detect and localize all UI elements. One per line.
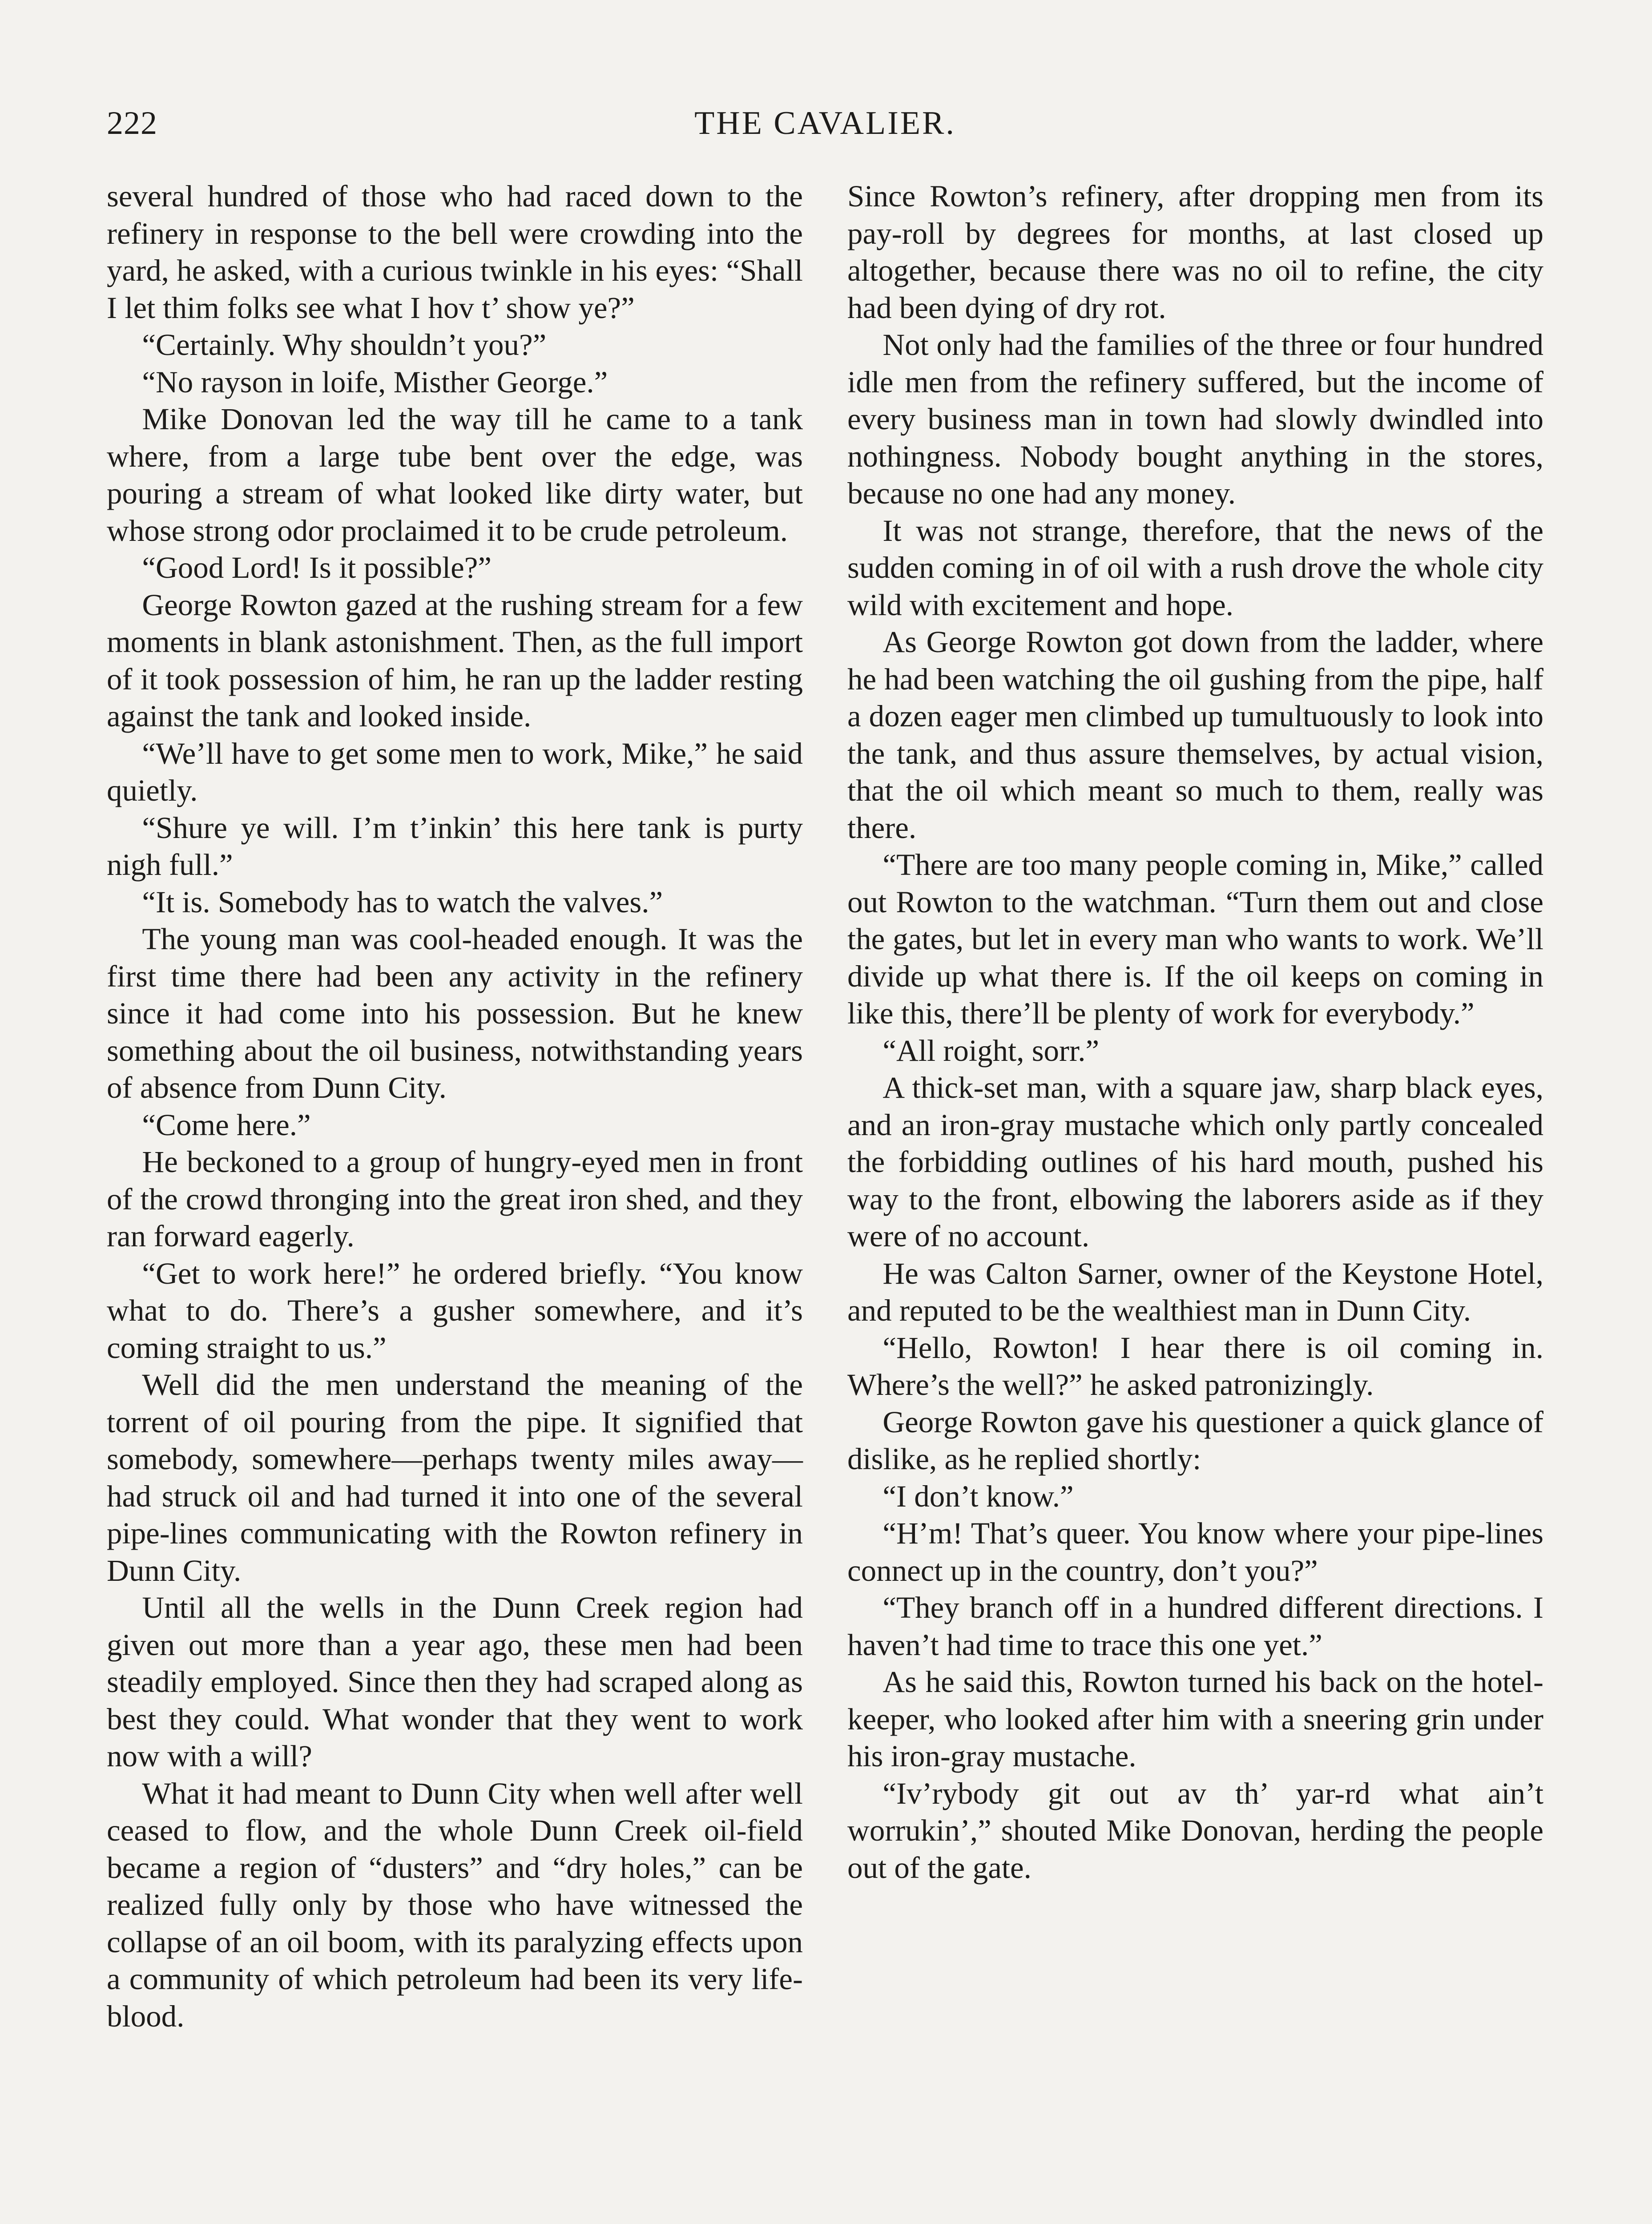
paragraph: “We’ll have to get some men to work, Mike,” he said quietly. [107,736,803,807]
left-column [107,178,803,2035]
paragraph: As George Rowton got down from the ladder, where he had been watching the oil gushing from the pipe, half a dozen eager men climbed up tumultuously to look into the tank, and thus assure themselves, by actual vision, that the oil which meant so much to them, really was there. [847,625,1543,845]
paragraph: He beckoned to a group of hungry-eyed men in front of the crowd thronging into the great iron shed, and they ran forward eagerly. [107,1145,803,1253]
paragraph: “All roight, sorr.” [882,1033,1100,1068]
paragraph: George Rowton gazed at the rushing stream for a few moments in blank astonishment. Then, as the full import of it took possession of him, he ran up the ladder resting against the tank and looked inside. [107,588,803,733]
paragraph: George Rowton gave his questioner a quick glance of dislike, as he replied shortly: [847,1405,1543,1476]
paragraph: “No rayson in loife, Misther George.” [142,365,608,399]
paragraph: Well did the men understand the meaning of the torrent of oil pouring from the pipe. It signified that somebody, somewhere—perhaps twenty miles away—had struck oil and had turned it into one of the several pipe-lines communicating with the Rowton refinery in Dunn City. [107,1368,803,1587]
running-title: THE CAVALIER. [694,105,956,141]
paragraph: Not only had the families of the three or four hundred idle men from the refinery suffered, but the income of every business man in town had slowly dwindled into nothingness. Nobody bought anything in the stores, because no one had any money. [847,328,1543,510]
paragraph: “Hello, Rowton! I hear there is oil coming in. Where’s the well?” he asked patronizingly. [847,1330,1543,1402]
paragraph: “They branch off in a hundred different directions. I haven’t had time to trace this one yet.” [847,1591,1543,1662]
paragraph: What it had meant to Dunn City when well after well ceased to flow, and the whole Dunn Creek oil-field became a region of “dusters” and “dry holes,” can be realized fully only by those who have witnessed the collapse of an oil boom, with its paralyzing effects upon a community of which petroleum had been its very life-blood. [107,1776,803,2033]
paragraph: several hundred of those who had raced down to the refinery in response to the bell were crowding into the yard, he asked, with a curious twinkle in his eyes: “Shall I let thim folks see what I hov t’ show ye?” [107,179,803,325]
paragraph: “Get to work here!” he ordered briefly. “You know what to do. There’s a gusher somewhere, and it’s coming straight to us.” [107,1256,803,1365]
page-number: 222 [107,105,157,141]
page-header [107,96,1543,158]
paragraph: It was not strange, therefore, that the news of the sudden coming in of oil with a rush drove the whole city wild with excitement and hope. [847,513,1543,622]
paragraph: “Iv’rybody git out av th’ yar-rd what ain’t worrukin’,” shouted Mike Donovan, herding the people out of the gate. [847,1776,1543,1885]
paragraph: Mike Donovan led the way till he came to a tank where, from a large tube bent over the edge, was pouring a stream of what looked like dirty water, but whose strong odor proclaimed it to be crude petroleum. [107,402,803,548]
paragraph: “H’m! That’s queer. You know where your pipe-lines connect up in the country, don’t you?” [847,1516,1543,1587]
paragraph: “It is. Somebody has to watch the valves.” [142,885,663,919]
paragraph: A thick-set man, with a square jaw, sharp black eyes, and an iron-gray mustache which only partly concealed the forbidding outlines of his hard mouth, pushed his way to the front, elbowing the laborers aside as if they were of no account. [847,1071,1543,1253]
right-column [847,178,1543,1886]
paragraph: Since Rowton’s refinery, after dropping men from its pay-roll by degrees for months, at last closed up altogether, because there was no oil to refine, the city had been dying of dry rot. [847,179,1543,325]
paragraph: He was Calton Sarner, owner of the Keystone Hotel, and reputed to be the wealthiest man in Dunn City. [847,1256,1543,1327]
paragraph: The young man was cool-headed enough. It was the first time there had been any activity in the refinery since it had come into his possession. But he knew something about the oil business, notwithstanding years of absence from Dunn City. [107,922,803,1104]
paragraph: “Certainly. Why shouldn’t you?” [142,328,547,362]
article-body [107,178,1543,2224]
paragraph: “Shure ye will. I’m t’inkin’ this here tank is purty nigh full.” [107,810,803,882]
paragraph: “I don’t know.” [882,1479,1074,1513]
paragraph: “Good Lord! Is it possible?” [142,551,492,584]
paragraph: As he said this, Rowton turned his back on the hotel-keeper, who looked after him with a sneering grin under his iron-gray mustache. [847,1665,1543,1773]
paragraph: “There are too many people coming in, Mike,” called out Rowton to the watchman. “Turn them out and close the gates, but let in every man who wants to work. We’ll divide up what there is. If the oil keeps on coming in like this, there’ll be plenty of work for everybody.” [847,848,1543,1030]
paragraph: Until all the wells in the Dunn Creek region had given out more than a year ago, these men had been steadily employed. Since then they had scraped along as best they could. What wonder that they went to work now with a will? [107,1591,803,1773]
paragraph: “Come here.” [142,1108,311,1142]
